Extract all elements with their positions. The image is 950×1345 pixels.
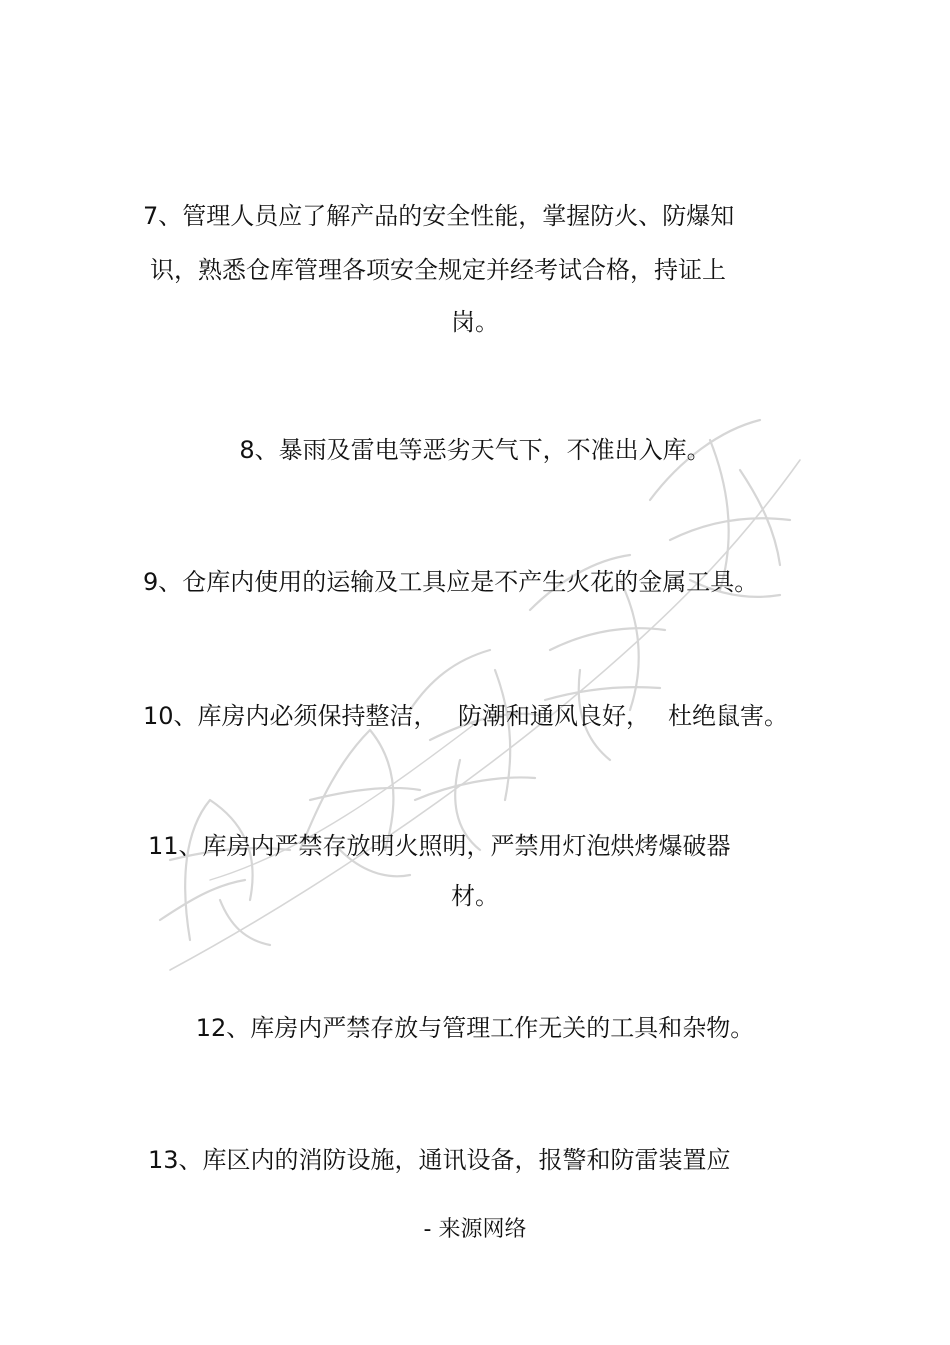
item-10-part-1: 10、库房内必须保持整洁， (143, 702, 438, 730)
item-7-line-3: 岗。 (451, 308, 499, 336)
item-12-text: 12、库房内严禁存放与管理工作无关的工具和杂物。 (195, 1014, 755, 1042)
item-10-part-2: 防潮和通风良好， (458, 702, 650, 730)
item-11-line-1: 11、库房内严禁存放明火照明，严禁用灯泡烘烤爆破器 (148, 832, 731, 860)
item-7-line-1: 7、管理人员应了解产品的安全性能，掌握防火、防爆知 (143, 202, 735, 230)
item-9-text: 9、仓库内使用的运输及工具应是不产生火花的金属工具。 (143, 568, 759, 596)
page-footer: - 来源网络 (423, 1217, 527, 1242)
item-11-line-2: 材。 (451, 882, 499, 910)
item-7-line-2: 识，熟悉仓库管理各项安全规定并经考试合格，持证上 (150, 256, 726, 284)
item-8-text: 8、暴雨及雷电等恶劣天气下，不准出入库。 (239, 436, 711, 464)
item-13-text: 13、库区内的消防设施，通讯设备，报警和防雷装置应 (148, 1146, 731, 1174)
item-10-part-3: 杜绝鼠害。 (668, 702, 788, 730)
